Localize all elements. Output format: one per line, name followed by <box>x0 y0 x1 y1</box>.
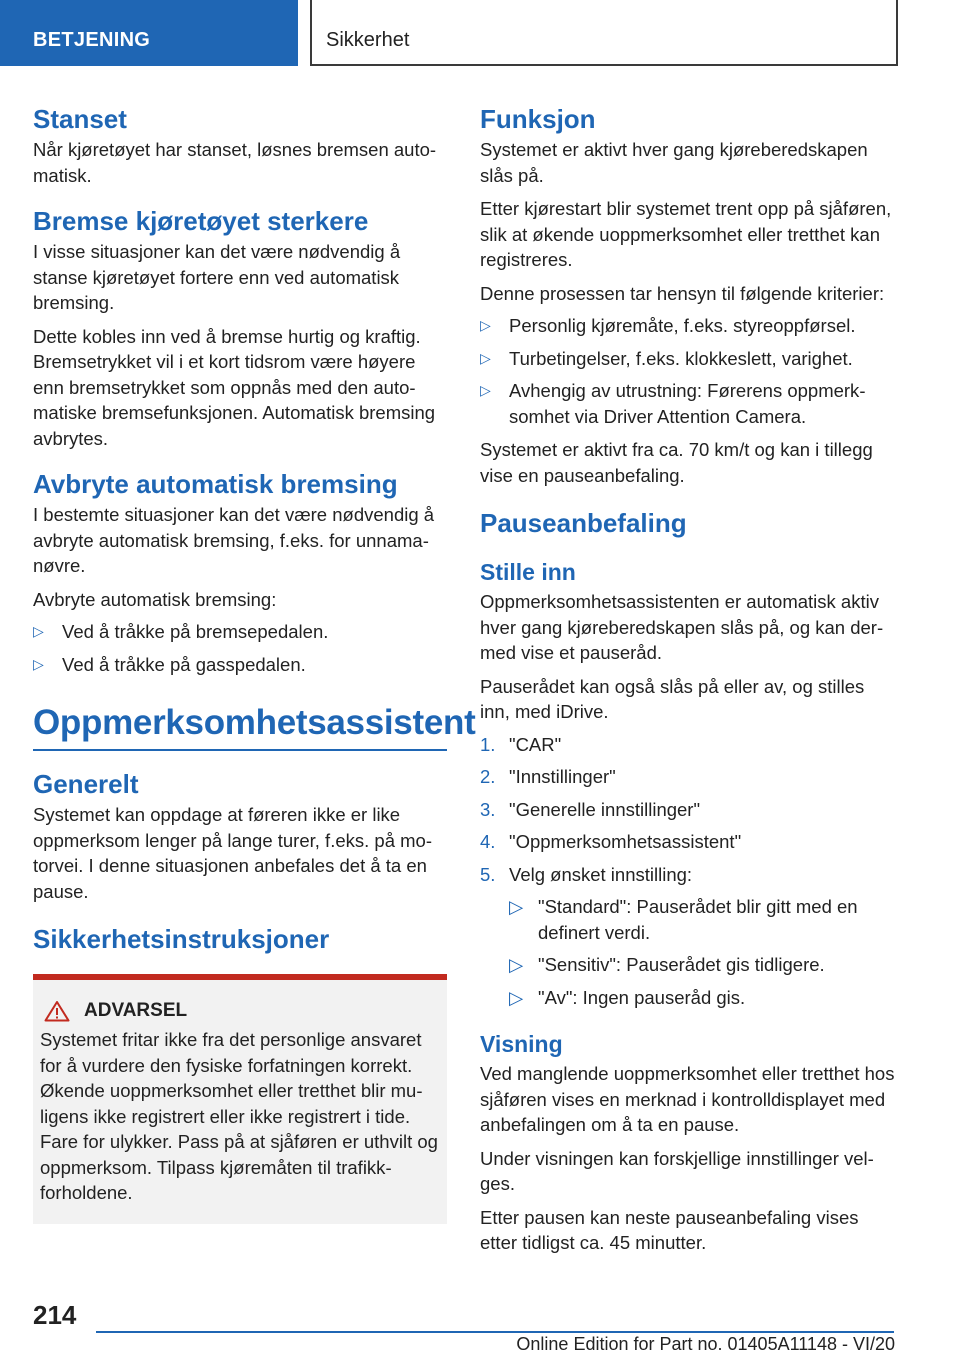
paragraph-stille-2: Pauserådet kan også slås på eller av, og stilles inn, med iDrive. <box>480 675 865 722</box>
paragraph-avbryte-1: I bestemte situasjoner kan det være nødvendig å avbryte automatisk bremsing, f.eks. for unnamanøvre. <box>33 504 435 576</box>
heading-stille: Stille inn <box>480 559 576 585</box>
paragraph-funksjon-3: Denne prosessen tar hensyn til følgende kriterier: <box>480 282 885 304</box>
bullet-triangle-icon: ▷ <box>509 986 524 1008</box>
header-section-tab <box>0 0 298 66</box>
bullet-triangle-icon: ▷ <box>33 623 44 639</box>
page-number: 214 <box>33 1300 77 1330</box>
paragraph-avbryte-2: Avbryte automatisk bremsing: <box>33 588 277 610</box>
list-item: ▷ Ved å tråkke på bremsepedalen. <box>33 619 447 645</box>
heading-sikkerhet: Sikkerhetsinstruksjoner <box>33 924 330 954</box>
paragraph-stanset: Når kjøretøyet har stanset, løsnes bremsen automatisk. <box>33 139 437 186</box>
header-chapter-label: Sikkerhet <box>326 29 410 51</box>
paragraph-funksjon-1: Systemet er aktivt hver gang kjøreberedskapen slås på. <box>480 139 868 186</box>
options-list <box>509 894 896 1010</box>
list-avbryte <box>33 619 447 677</box>
warning-box <box>33 974 447 1224</box>
list-item: ▷ Personlig kjøremåte, f.eks. styreoppførsel. <box>480 313 896 339</box>
paragraph-visning-1: Ved manglende uoppmerksomhet eller tretthet hos sjåføren vises en merknad i kontrolldisplayet med anbefalingen om å ta en pause. <box>480 1063 895 1135</box>
warning-label: ADVARSEL <box>84 1000 188 1021</box>
heading-visning: Visning <box>480 1031 563 1057</box>
heading-avbryte: Avbryte automatisk bremsing <box>33 469 398 499</box>
warning-text: Systemet fritar ikke fra det personlige ansvaret for å vurdere den fysiske forfatningen korrekt. Økende uoppmerksomhet eller tretthet blir muligens ikke registrert eller ikke registrert i tide. Fare for ulykker. Pass på at sjåføren er uthvilt og oppmerksom. Tilpass kjøremåten til trafikkforholdene. <box>40 1029 438 1203</box>
list-item: ▷ "Av": Ingen pauseråd gis. <box>509 985 896 1011</box>
heading-generelt: Generelt <box>33 769 139 799</box>
list-item: ▷ "Standard": Pauserådet blir gitt med en definert verdi. <box>509 896 858 943</box>
step-item: 5. Velg ønsket innstilling: ▷ "Standard": Pauserådet blir gitt med en definert verdi. ▷ "Sensitiv": Pauserådet gis tidligere. ▷ "Av": Ingen pauseråd gis. <box>480 862 896 1011</box>
paragraph-bremse-2: Dette kobles inn ved å bremse hurtig og kraftig. Bremsetrykket vil i et kort tidsrom være høyere enn bremsetrykket som oppnås med den automatiske bremsefunksjonen. Automatisk bremsing avbrytes. <box>33 325 436 449</box>
paragraph-visning-3: Etter pausen kan neste pauseanbefaling vises etter tidligst ca. 45 minutter. <box>480 1206 859 1253</box>
left-column <box>33 100 476 1224</box>
warning-triangle-icon <box>44 1000 70 1022</box>
heading-pause: Pauseanbefaling <box>480 508 687 538</box>
list-item: ▷ "Sensitiv": Pauserådet gis tidligere. <box>509 952 896 978</box>
header-chapter-box <box>310 0 898 66</box>
bullet-triangle-icon: ▷ <box>480 317 491 333</box>
list-item: ▷ Avhengig av utrustning: Førerens oppmerksomhet via Driver Attention Camera. <box>480 380 866 427</box>
paragraph-bremse-1: I visse situasjoner kan det være nødvendig å stanse kjøretøyet fortere enn ved automatisk bremsing. <box>33 241 401 313</box>
list-item: ▷ Turbetingelser, f.eks. klokkeslett, varighet. <box>480 346 896 372</box>
heading-bremse: Bremse kjøretøyet sterkere <box>33 206 369 236</box>
bullet-triangle-icon: ▷ <box>480 349 491 366</box>
bullet-triangle-icon: ▷ <box>33 655 44 672</box>
main-title: Oppmerksomhetsassistent <box>33 703 447 751</box>
paragraph-generelt: Systemet kan oppdage at føreren ikke er like oppmerksom lenger på lange turer, f.eks. på motorvei. I denne situasjonen anbefales det å ta en pause. <box>33 804 432 902</box>
warning-title <box>40 998 439 1024</box>
paragraph-funksjon-2: Etter kjørestart blir systemet trent opp på sjåføren, slik at økende uoppmerksomhet eller tretthet kan registreres. <box>480 198 892 270</box>
paragraph-stille-1: Oppmerksomhetsassistenten er automatisk aktiv hver gang kjøreberedskapen slås på, og kan dermed vise et pauseråd. <box>480 591 884 663</box>
heading-funksjon: Funksjon <box>480 104 596 134</box>
step-item: 2. "Innstillinger" <box>480 766 616 787</box>
step-item: 3. "Generelle innstillinger" <box>480 798 701 820</box>
step-item: 1. "CAR" <box>480 733 562 755</box>
bullet-triangle-icon: ▷ <box>509 954 524 975</box>
step-item: 4. "Oppmerksomhetsassistent" <box>480 831 742 852</box>
list-kriterier <box>480 313 896 429</box>
footer-edition: Online Edition for Part no. 01405A11148 - VI/20 <box>516 1334 895 1354</box>
paragraph-funksjon-4: Systemet er aktivt fra ca. 70 km/t og kan i tillegg vise en pauseanbefaling. <box>480 439 873 486</box>
header-section-label: BETJENING <box>33 29 151 51</box>
bullet-triangle-icon: ▷ <box>509 896 524 917</box>
right-column <box>480 100 896 1256</box>
paragraph-visning-2: Under visningen kan forskjellige innstillinger velges. <box>480 1147 874 1194</box>
steps-list <box>480 732 896 1011</box>
heading-stanset: Stanset <box>33 104 127 134</box>
list-item: ▷ Ved å tråkke på gasspedalen. <box>33 652 447 678</box>
bullet-triangle-icon: ▷ <box>480 382 491 398</box>
footer-divider <box>96 1331 894 1333</box>
